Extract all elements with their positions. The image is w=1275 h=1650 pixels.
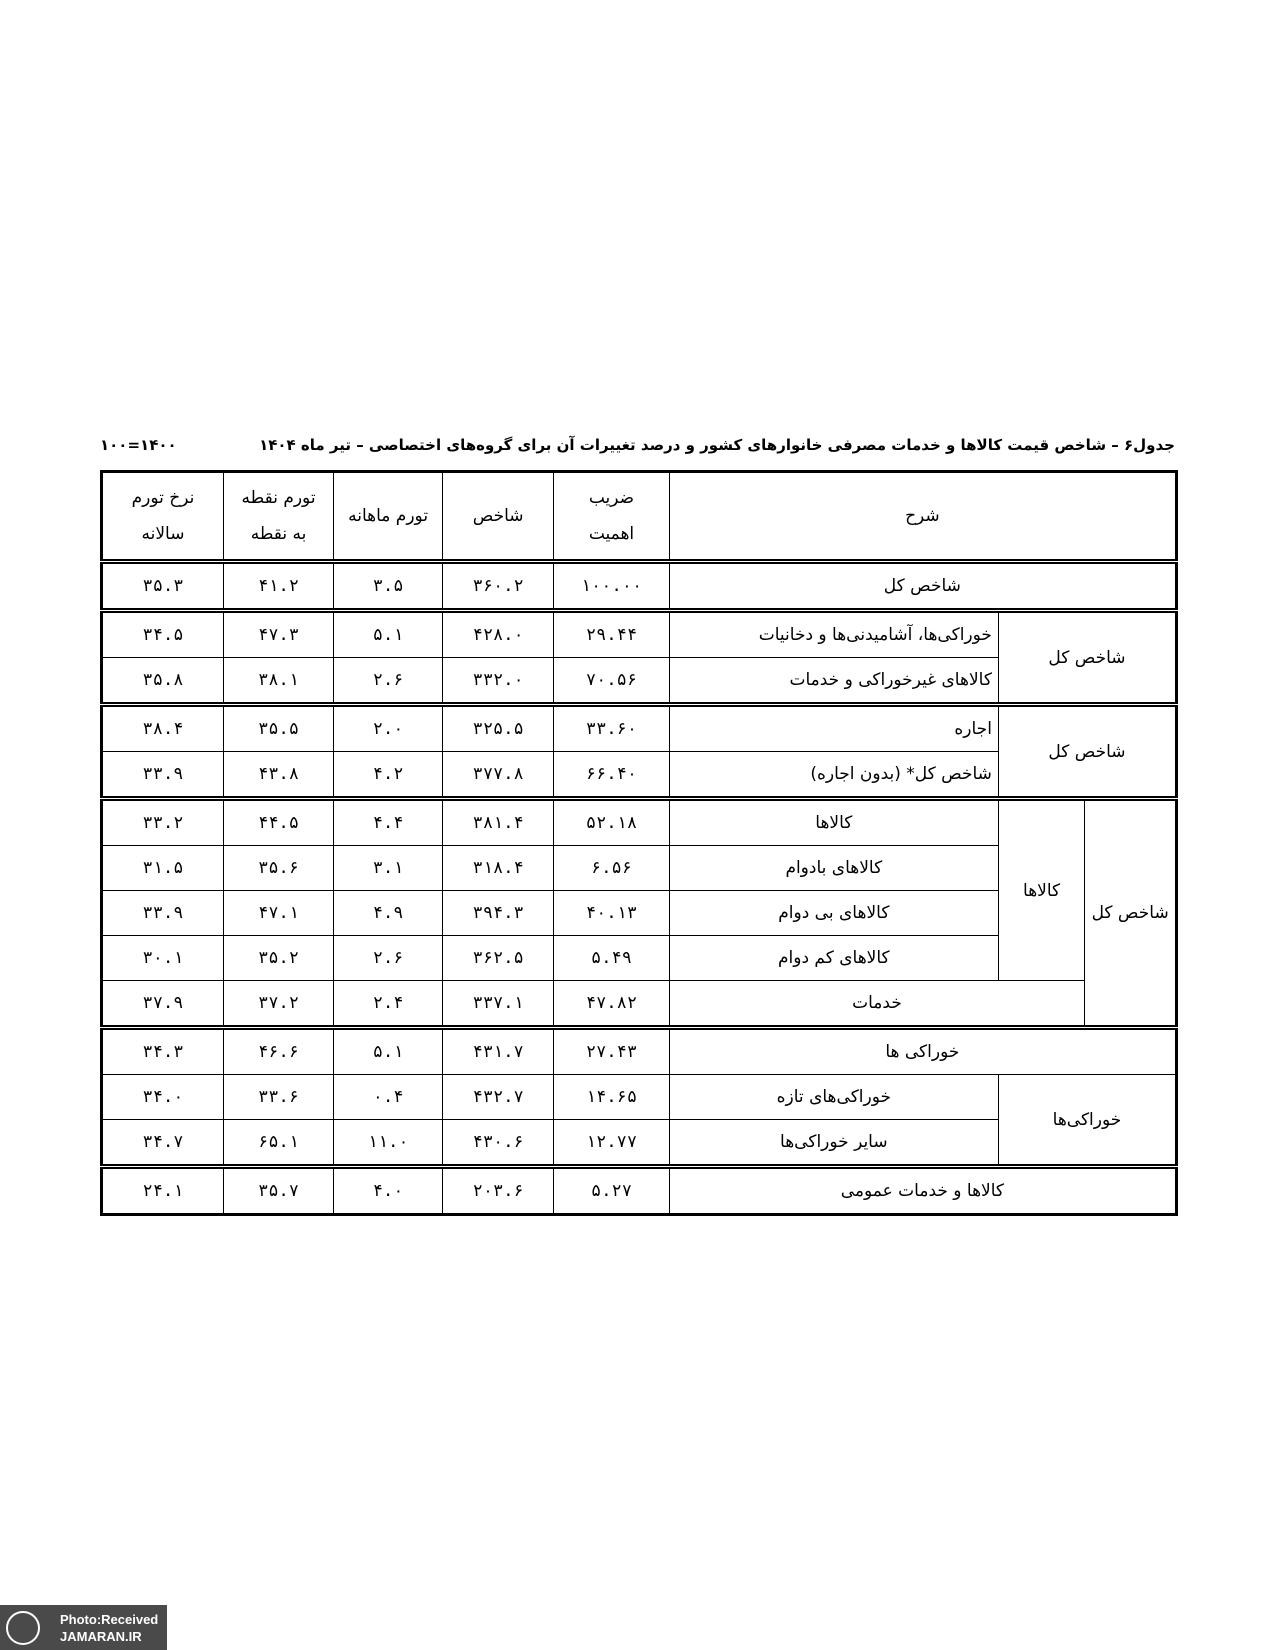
cpi-table (100, 470, 1178, 1216)
cell-p2p: ۳۵.۷ (224, 1167, 334, 1215)
cell-monthly: ۵.۱ (334, 611, 443, 658)
cell-index: ۳۳۷.۱ (443, 981, 554, 1028)
cell-annual: ۳۴.۷ (102, 1120, 224, 1167)
watermark-credit: Photo:Received (60, 1612, 159, 1627)
cell-index: ۳۸۱.۴ (443, 799, 554, 846)
table-row (102, 562, 1177, 611)
cell-annual: ۳۵.۸ (102, 658, 224, 705)
cell-p2p: ۴۱.۲ (224, 562, 334, 611)
cell-weight: ۵.۴۹ (554, 936, 669, 981)
cell-index: ۴۳۲.۷ (443, 1075, 554, 1120)
cell-monthly: ۰.۴ (334, 1075, 443, 1120)
cell-index: ۳۹۴.۳ (443, 891, 554, 936)
cell-annual: ۳۰.۱ (102, 936, 224, 981)
row-label: کالاهای غیرخوراکی و خدمات (669, 658, 998, 705)
cell-p2p: ۳۷.۲ (224, 981, 334, 1028)
group-total (102, 562, 1177, 611)
row-label: خوراکی‌ها، آشامیدنی‌ها و دخانیات (669, 611, 998, 658)
group-rent (102, 705, 1177, 799)
cell-monthly: ۲.۴ (334, 981, 443, 1028)
row-label: اجاره (669, 705, 998, 752)
cell-annual: ۳۳.۹ (102, 752, 224, 799)
cell-annual: ۳۴.۳ (102, 1028, 224, 1075)
table-row (102, 981, 1177, 1028)
header-p2p: تورم نقطه به نقطه (224, 472, 334, 562)
cell-index: ۴۲۸.۰ (443, 611, 554, 658)
cell-monthly: ۴.۰ (334, 1167, 443, 1215)
cell-p2p: ۴۳.۸ (224, 752, 334, 799)
row-label: خدمات (669, 981, 1085, 1028)
row-label: سایر خوراکی‌ها (669, 1120, 998, 1167)
cell-monthly: ۱۱.۰ (334, 1120, 443, 1167)
group-label: شاخص کل (998, 611, 1176, 705)
cell-p2p: ۳۵.۲ (224, 936, 334, 981)
table-row (102, 1028, 1177, 1075)
cell-weight: ۶.۵۶ (554, 846, 669, 891)
cell-p2p: ۴۶.۶ (224, 1028, 334, 1075)
row-label: خوراکی‌های تازه (669, 1075, 998, 1120)
photo-watermark (0, 1605, 167, 1650)
group-label: شاخص کل (1085, 799, 1177, 1028)
row-label: کالاهای کم دوام (669, 936, 998, 981)
cell-monthly: ۲.۶ (334, 936, 443, 981)
cell-annual: ۳۷.۹ (102, 981, 224, 1028)
header-weight: ضریب اهمیت (554, 472, 669, 562)
cell-monthly: ۴.۲ (334, 752, 443, 799)
table-caption (100, 436, 1175, 460)
table-row (102, 799, 1177, 846)
cell-index: ۳۳۲.۰ (443, 658, 554, 705)
row-label: کالاهای بی دوام (669, 891, 998, 936)
cell-index: ۳۲۵.۵ (443, 705, 554, 752)
cell-p2p: ۶۵.۱ (224, 1120, 334, 1167)
cell-weight: ۲۷.۴۳ (554, 1028, 669, 1075)
cell-index: ۳۶۰.۲ (443, 562, 554, 611)
cell-p2p: ۴۷.۱ (224, 891, 334, 936)
cell-index: ۳۶۲.۵ (443, 936, 554, 981)
group-food-nonfood (102, 611, 1177, 705)
cell-annual: ۳۳.۲ (102, 799, 224, 846)
base-year-note: ۱۴۰۰=۱۰۰ (100, 436, 177, 454)
cell-annual: ۳۳.۹ (102, 891, 224, 936)
subgroup-label: کالاها (998, 799, 1084, 981)
header-monthly: تورم ماهانه (334, 472, 443, 562)
cell-weight: ۳۳.۶۰ (554, 705, 669, 752)
cell-p2p: ۴۴.۵ (224, 799, 334, 846)
cell-annual: ۳۵.۳ (102, 562, 224, 611)
table-row (102, 611, 1177, 658)
group-goods-services (102, 799, 1177, 1028)
table-row (102, 1075, 1177, 1120)
row-label: خوراکی ها (669, 1028, 1176, 1075)
watermark-site: JAMARAN.IR (60, 1629, 142, 1644)
cell-p2p: ۳۳.۶ (224, 1075, 334, 1120)
group-label: شاخص کل (998, 705, 1176, 799)
cell-index: ۳۷۷.۸ (443, 752, 554, 799)
cell-p2p: ۳۵.۵ (224, 705, 334, 752)
cell-weight: ۵۲.۱۸ (554, 799, 669, 846)
cell-weight: ۷۰.۵۶ (554, 658, 669, 705)
cell-index: ۴۳۱.۷ (443, 1028, 554, 1075)
cell-weight: ۴۰.۱۳ (554, 891, 669, 936)
row-label: کالاها و خدمات عمومی (669, 1167, 1176, 1215)
group-public (102, 1167, 1177, 1215)
cell-monthly: ۴.۴ (334, 799, 443, 846)
cell-annual: ۳۱.۵ (102, 846, 224, 891)
cell-weight: ۶۶.۴۰ (554, 752, 669, 799)
cell-weight: ۲۹.۴۴ (554, 611, 669, 658)
cell-weight: ۱۰۰.۰۰ (554, 562, 669, 611)
cell-annual: ۳۸.۴ (102, 705, 224, 752)
row-label: کالاهای بادوام (669, 846, 998, 891)
group-label: خوراکی‌ها (998, 1075, 1176, 1167)
cell-monthly: ۵.۱ (334, 1028, 443, 1075)
cell-monthly: ۲.۶ (334, 658, 443, 705)
table-row (102, 1167, 1177, 1215)
cell-p2p: ۳۸.۱ (224, 658, 334, 705)
cell-index: ۴۳۰.۶ (443, 1120, 554, 1167)
cell-weight: ۵.۲۷ (554, 1167, 669, 1215)
jamaran-logo-icon (6, 1611, 40, 1645)
cell-weight: ۱۲.۷۷ (554, 1120, 669, 1167)
cell-weight: ۱۴.۶۵ (554, 1075, 669, 1120)
table-title: جدول۶ – شاخص قیمت کالاها و خدمات مصرفی خانوارهای کشور و درصد تغییرات آن برای گروه‌های اختصاصی – تیر ماه ۱۴۰۴ (259, 436, 1175, 454)
row-label: کالاها (669, 799, 998, 846)
cell-index: ۲۰۳.۶ (443, 1167, 554, 1215)
cell-monthly: ۳.۵ (334, 562, 443, 611)
cell-p2p: ۳۵.۶ (224, 846, 334, 891)
header-desc: شرح (669, 472, 1176, 562)
cell-monthly: ۲.۰ (334, 705, 443, 752)
cell-monthly: ۴.۹ (334, 891, 443, 936)
row-label: شاخص کل (669, 562, 1176, 611)
cell-annual: ۳۴.۵ (102, 611, 224, 658)
cell-index: ۳۱۸.۴ (443, 846, 554, 891)
header-annual: نرخ تورم سالانه (102, 472, 224, 562)
cell-weight: ۴۷.۸۲ (554, 981, 669, 1028)
table-row (102, 705, 1177, 752)
cell-annual: ۳۴.۰ (102, 1075, 224, 1120)
cell-monthly: ۳.۱ (334, 846, 443, 891)
group-food (102, 1028, 1177, 1167)
header-row (102, 472, 1177, 562)
header-index: شاخص (443, 472, 554, 562)
row-label: شاخص کل* (بدون اجاره) (669, 752, 998, 799)
cell-annual: ۲۴.۱ (102, 1167, 224, 1215)
cell-p2p: ۴۷.۳ (224, 611, 334, 658)
